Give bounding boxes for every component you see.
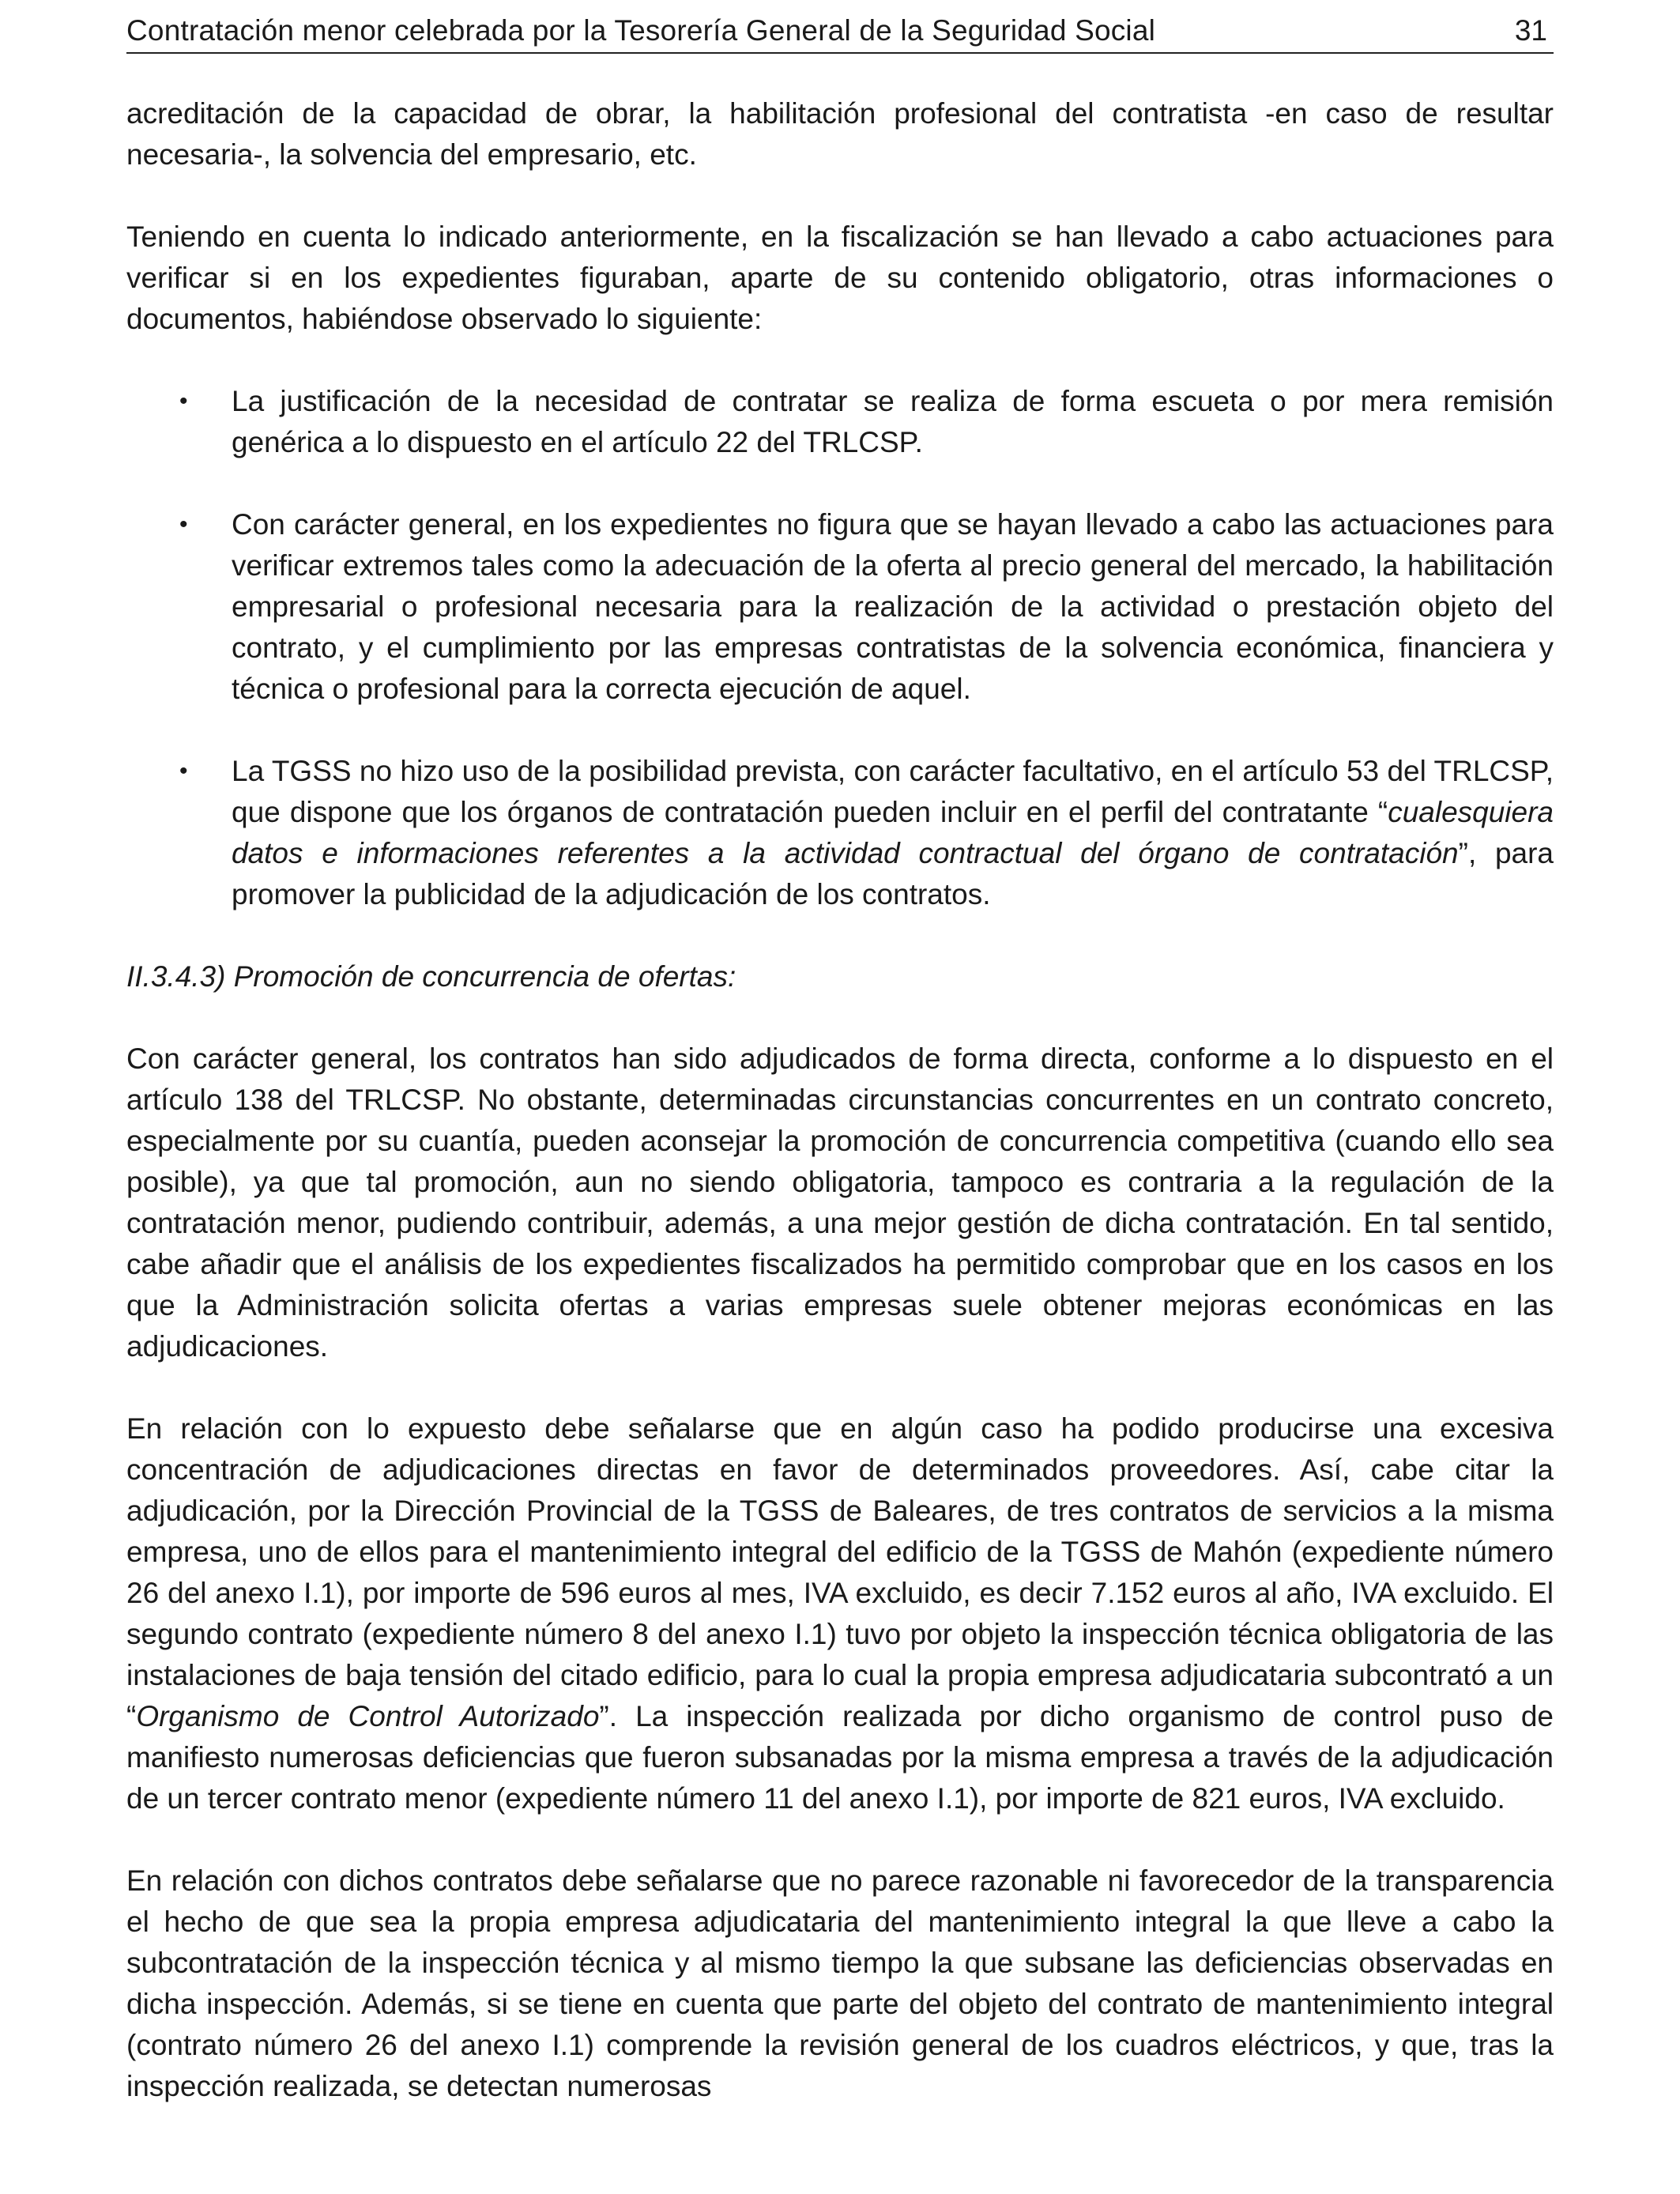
paragraph-text-part: En relación con lo expuesto debe señalarse que en algún caso ha podido producirse una excesiva concentración de adjudicaciones directas en favor de determinados proveedores. Así, cabe citar la adjudicación, por la Dirección Provincial de la TGSS de Baleares, de tres contratos de servicios a la misma empresa, uno de ellos para el mantenimiento integral del edificio de la TGSS de Mahón (expediente número 26 del anexo I.1), por importe de 596 euros al mes, IVA excluido, es decir 7.152 euros al año, IVA excluido. El segundo contrato (expediente número 8 del anexo I.1) tuvo por objeto la inspección técnica obligatoria de las instalaciones de baja tensión del citado edificio, para lo cual la propia empresa adjudicataria subcontrató a un “ — [126, 1412, 1554, 1732]
bullet-icon: • — [179, 388, 188, 414]
paragraph-direct-award: Con carácter general, los contratos han sido adjudicados de forma directa, conforme a lo dispuesto en el artículo 138 del TRLCSP. No obstante, determinadas circunstancias concurrentes en un contrato concreto, especialmente por su cuantía, pueden aconsejar la promoción de concurrencia competitiva (cuando ello sea posible), ya que tal promoción, aun no siendo obligatoria, tampoco es contraria a la regulación de la contratación menor, pudiendo contribuir, además, a una mejor gestión de dicha contratación. En tal sentido, cabe añadir que el análisis de los expedientes fiscalizados ha permitido comprobar que en los casos en los que la Administración solicita ofertas a varias empresas suele obtener mejoras económicas en las adjudicaciones. — [126, 1042, 1554, 1363]
list-item — [126, 504, 1554, 710]
list-item-text-part: ”, para promover la publicidad de la adjudicación de los contratos. — [232, 837, 1554, 910]
document-body — [126, 93, 1554, 2107]
quoted-text: cualesquiera datos e informaciones referentes a la actividad contractual del órgano de contratación — [232, 796, 1554, 869]
document-page — [126, 0, 1554, 2107]
list-item-text — [232, 755, 1554, 910]
findings-list — [126, 381, 1554, 915]
paragraph-transparency: En relación con dichos contratos debe señalarse que no parece razonable ni favorecedor de la transparencia el hecho de que sea la propia empresa adjudicataria del mantenimiento integral la que lleve a cabo la subcontratación de la inspección técnica y al mismo tiempo la que subsane las deficiencias observadas en dicha inspección. Además, si se tiene en cuenta que parte del objeto del contrato de mantenimiento integral (contrato número 26 del anexo I.1) comprende la revisión general de los cuadros eléctricos, y que, tras la inspección realizada, se detectan numerosas — [126, 1864, 1554, 2102]
bullet-icon: • — [179, 758, 188, 784]
paragraph-concentration — [126, 1408, 1554, 1819]
bullet-icon: • — [179, 511, 188, 537]
page-number: 31 — [1514, 14, 1547, 47]
paragraph-intro-findings: Teniendo en cuenta lo indicado anteriormente, en la fiscalización se han llevado a cabo actuaciones para verificar si en los expedientes figuraban, aparte de su contenido obligatorio, otras informaciones o documentos, habiéndose observado lo siguiente: — [126, 221, 1554, 335]
paragraph-continuation: acreditación de la capacidad de obrar, la habilitación profesional del contratista -en caso de resultar necesaria-, la solvencia del empresario, etc. — [126, 97, 1554, 171]
list-item — [126, 751, 1554, 915]
list-item-text-part: La TGSS no hizo uso de la posibilidad prevista, con carácter facultativo, en el artículo 53 del TRLCSP, que dispone que los órganos de contratación pueden incluir en el perfil del contratante “ — [232, 755, 1554, 828]
list-item-text: Con carácter general, en los expedientes no figura que se hayan llevado a cabo las actuaciones para verificar extremos tales como la adecuación de la oferta al precio general del mercado, la habilitación empresarial o profesional necesaria para la realización de la actividad o prestación objeto del contrato, y el cumplimiento por las empresas contratistas de la solvencia económica, financiera y técnica o profesional para la correcta ejecución de aquel. — [232, 508, 1554, 705]
list-item-text: La justificación de la necesidad de contratar se realiza de forma escueta o por mera remisión genérica a lo dispuesto en el artículo 22 del TRLCSP. — [232, 385, 1554, 458]
paragraph-text-part: ”. La inspección realizada por dicho organismo de control puso de manifiesto numerosas deficiencias que fueron subsanadas por la misma empresa a través de la adjudicación de un tercer contrato menor (expediente número 11 del anexo I.1), por importe de 821 euros, IVA excluido. — [126, 1700, 1554, 1815]
header-title: Contratación menor celebrada por la Tesorería General de la Seguridad Social — [126, 14, 1156, 47]
quoted-text: Organismo de Control Autorizado — [136, 1700, 600, 1732]
running-header — [126, 0, 1554, 54]
section-heading: II.3.4.3) Promoción de concurrencia de ofertas: — [126, 960, 736, 993]
list-item — [126, 381, 1554, 463]
